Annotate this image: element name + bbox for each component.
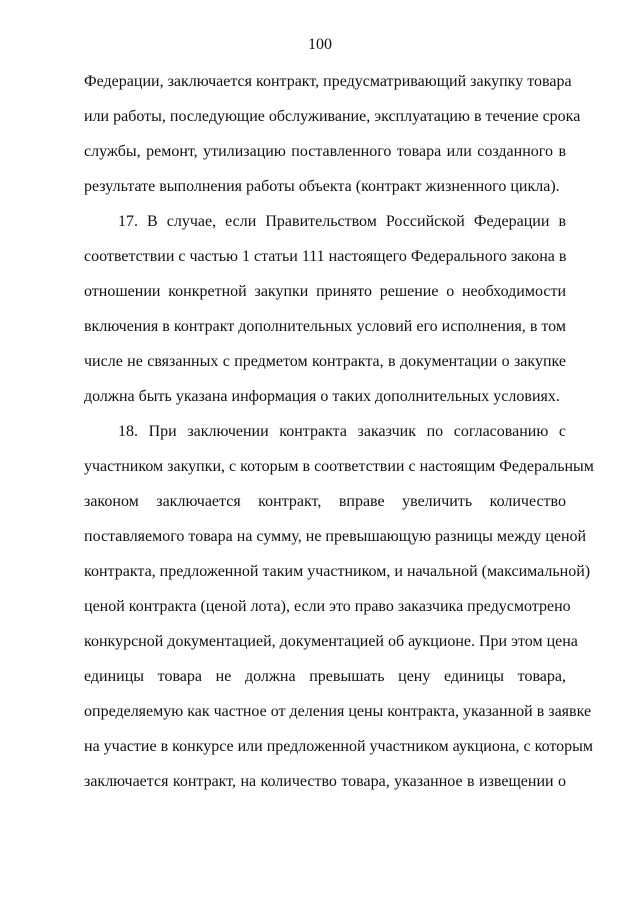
- text-line: конкурсной документацией, документацией об аукционе. При этом цена: [84, 633, 578, 650]
- text-line: 18. При заключении контракта заказчик по согласованию с: [118, 423, 566, 440]
- text-line: должна быть указана информация о таких дополнительных условиях.: [84, 388, 560, 405]
- text-line: соответствии с частью 1 статьи 111 настоящего Федерального закона в: [84, 248, 567, 265]
- text-line: законом заключается контракт, вправе увеличить количество: [84, 493, 566, 510]
- text-line: заключается контракт, на количество товара, указанное в извещении о: [84, 773, 566, 790]
- text-line: единицы товара не должна превышать цену единицы товара,: [84, 668, 566, 685]
- text-line: на участие в конкурсе или предложенной участником аукциона, с которым: [84, 738, 594, 755]
- text-line: контракта, предложенной таким участником, и начальной (максимальной): [84, 563, 591, 580]
- text-line: отношении конкретной закупки принято решение о необходимости: [84, 283, 566, 300]
- text-line: включения в контракт дополнительных условий его исполнения, в том: [84, 318, 566, 335]
- text-line: определяемую как частное от деления цены контракта, указанной в заявке: [84, 703, 592, 720]
- text-line: поставляемого товара на сумму, не превышающую разницы между ценой: [84, 528, 587, 545]
- text-line: Федерации, заключается контракт, предусматривающий закупку товара: [84, 73, 572, 90]
- text-line: ценой контракта (ценой лота), если это право заказчика предусмотрено: [84, 598, 571, 615]
- text-line: участником закупки, с которым в соответствии с настоящим Федеральным: [84, 458, 594, 475]
- text-line: службы, ремонт, утилизацию поставленного товара или созданного в: [84, 143, 566, 160]
- text-line: результате выполнения работы объекта (контракт жизненного цикла).: [84, 178, 560, 195]
- text-line: 17. В случае, если Правительством Российской Федерации в: [118, 213, 566, 230]
- text-line: или работы, последующие обслуживание, эксплуатацию в течение срока: [84, 108, 581, 125]
- text-line: числе не связанных с предметом контракта, в документации о закупке: [84, 353, 566, 370]
- page-number: 100: [308, 36, 332, 53]
